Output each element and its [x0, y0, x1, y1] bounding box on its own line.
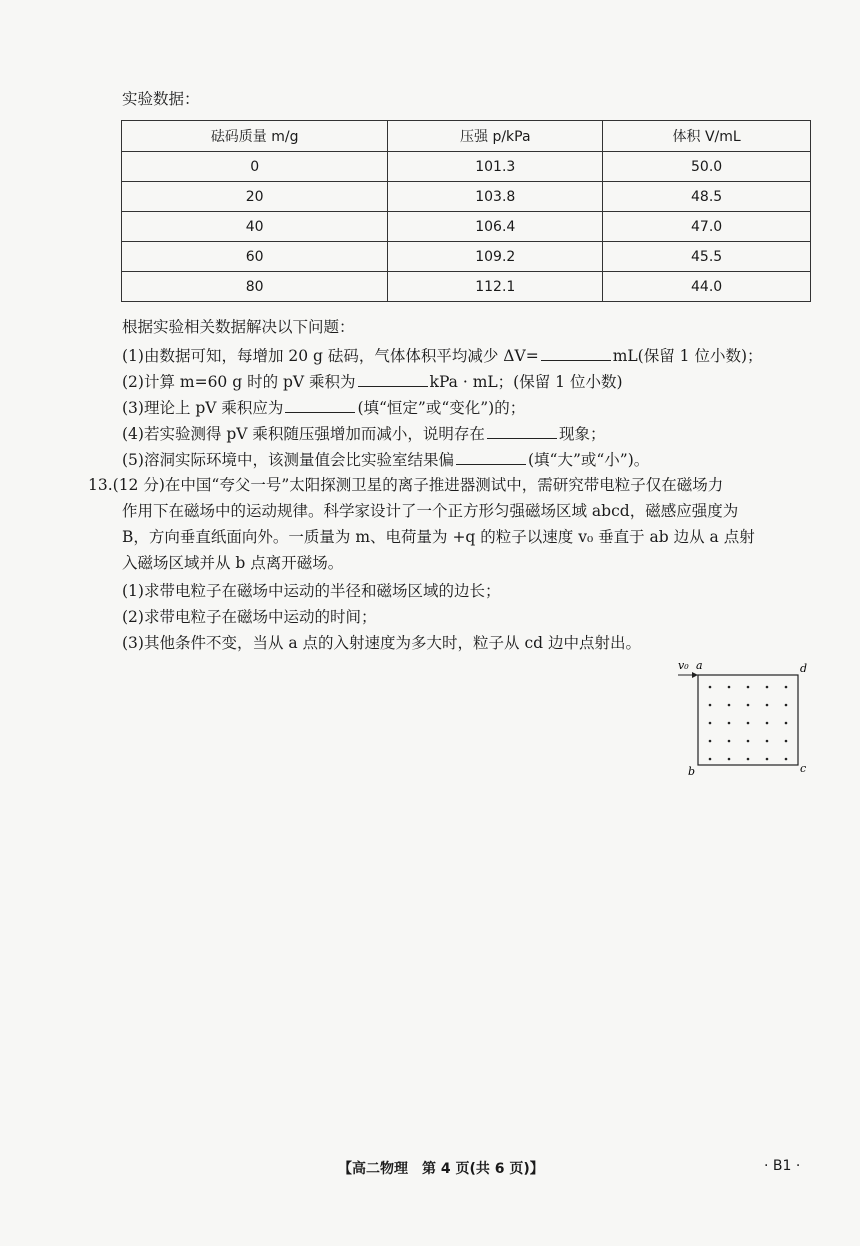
table-row [122, 152, 811, 182]
magnetic-field-figure [670, 655, 820, 780]
header-pressure: 压强 p/kPa [388, 121, 603, 152]
q12-part2-text: (2)计算 m=60 g 时的 pV 乘积为 [122, 373, 356, 391]
q12-part3-tail: (填“恒定”或“变化”)的； [357, 399, 526, 417]
q13-line4: 入磁场区域并从 b 点离开磁场。 [122, 554, 344, 572]
q12-part4 [122, 424, 605, 443]
q12-part2 [122, 372, 623, 391]
cell: 103.8 [388, 182, 603, 212]
table-row [122, 272, 811, 302]
field-region-square [698, 675, 798, 765]
q13-sub2: (2)求带电粒子在磁场中运动的时间； [122, 608, 377, 626]
header-mass: 砝码质量 m/g [122, 121, 388, 152]
velocity-arrowhead [692, 672, 698, 678]
cell: 50.0 [603, 152, 811, 182]
cell: 109.2 [388, 242, 603, 272]
cell: 106.4 [388, 212, 603, 242]
page-code: · B1 · [764, 1158, 801, 1174]
answer-blank[interactable] [541, 346, 611, 361]
cell: 0 [122, 152, 388, 182]
q12-part3-text: (3)理论上 pV 乘积应为 [122, 399, 284, 417]
answer-blank[interactable] [456, 450, 526, 465]
cell: 20 [122, 182, 388, 212]
q12-part1 [122, 346, 763, 365]
q13-sub3: (3)其他条件不变，当从 a 点的入射速度为多大时，粒子从 cd 边中点射出。 [122, 634, 642, 652]
table-title: 实验数据： [122, 90, 200, 108]
cell: 44.0 [603, 272, 811, 302]
answer-blank[interactable] [487, 424, 557, 439]
q12-part5 [122, 450, 649, 469]
table-row [122, 182, 811, 212]
q12-part1-text: (1)由数据可知，每增加 20 g 砝码，气体体积平均减少 ΔV= [122, 347, 539, 365]
cell: 112.1 [388, 272, 603, 302]
label-b: b [688, 765, 696, 778]
answer-blank[interactable] [358, 372, 428, 387]
label-d: d [800, 662, 808, 675]
q12-part2-tail: kPa · mL；(保留 1 位小数) [429, 373, 623, 391]
q12-part4-text: (4)若实验测得 pV 乘积随压强增加而减小，说明存在 [122, 425, 485, 443]
header-volume: 体积 V/mL [603, 121, 811, 152]
cell: 45.5 [603, 242, 811, 272]
q12-part5-tail: (填“大”或“小”)。 [527, 451, 650, 469]
cell: 101.3 [388, 152, 603, 182]
q12-part1-tail: mL(保留 1 位小数)； [612, 347, 763, 365]
cell: 80 [122, 272, 388, 302]
cell: 40 [122, 212, 388, 242]
cell: 48.5 [603, 182, 811, 212]
label-a: a [696, 659, 703, 672]
label-v0: v₀ [678, 659, 689, 672]
q12-intro: 根据实验相关数据解决以下问题： [122, 318, 355, 336]
cell: 47.0 [603, 212, 811, 242]
label-c: c [800, 762, 807, 775]
q13-line2: 作用下在磁场中的运动规律。科学家设计了一个正方形匀强磁场区域 abcd，磁感应强度为 [122, 502, 739, 520]
field-dots [709, 686, 788, 761]
cell: 60 [122, 242, 388, 272]
q12-part5-text: (5)溶洞实际环境中，该测量值会比实验室结果偏 [122, 451, 454, 469]
q13-sub1: (1)求带电粒子在磁场中运动的半径和磁场区域的边长； [122, 582, 501, 600]
data-table [121, 120, 811, 302]
answer-blank[interactable] [285, 398, 355, 413]
page-footer: 【高二物理 第 4 页(共 6 页)】 [338, 1161, 544, 1177]
table-header-row [122, 121, 811, 152]
q13-line3: B，方向垂直纸面向外。一质量为 m、电荷量为 +q 的粒子以速度 v₀ 垂直于 ab 边从 a 点射 [122, 528, 755, 546]
q13-line1: 13.(12 分)在中国“夸父一号”太阳探测卫星的离子推进器测试中，需研究带电粒子仅在磁场力 [88, 476, 724, 494]
table-row [122, 212, 811, 242]
table-row [122, 242, 811, 272]
q12-part3 [122, 398, 525, 417]
q12-part4-tail: 现象； [558, 425, 606, 443]
